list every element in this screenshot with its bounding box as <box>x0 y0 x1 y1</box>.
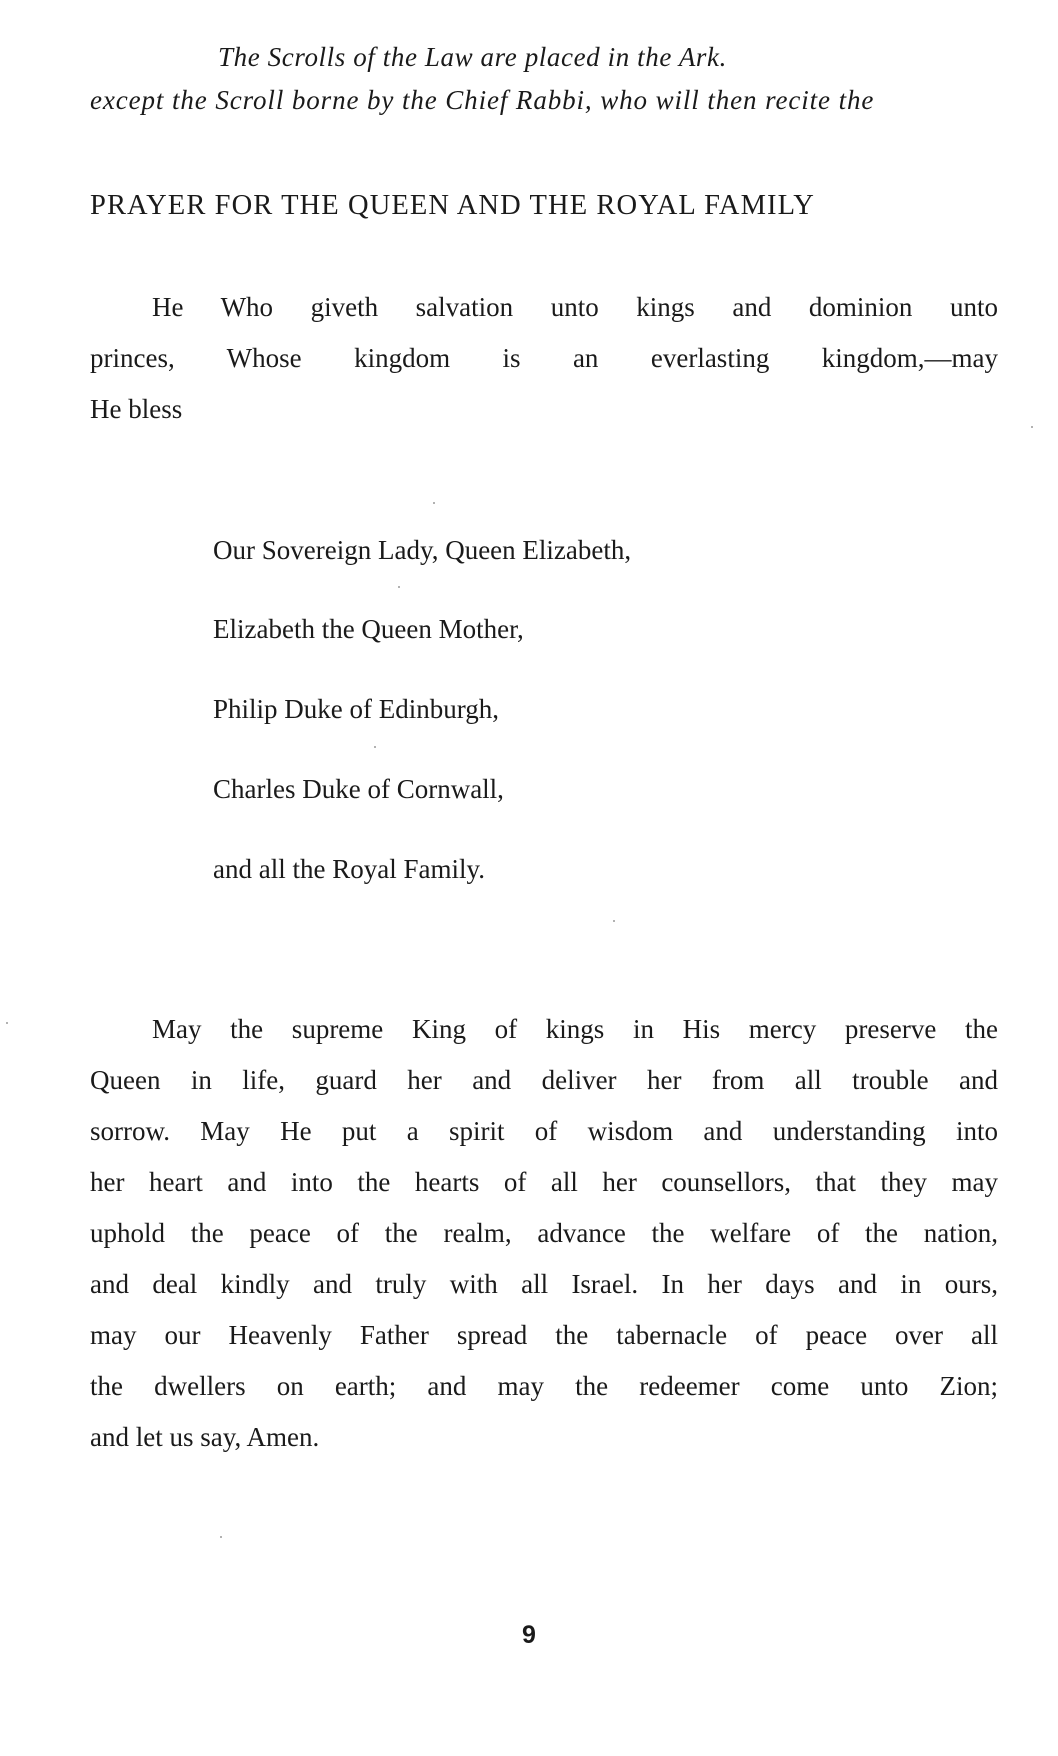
closing-paragraph-line: the dwellers on earth; and may the redeemer come unto Zion; <box>90 1371 998 1401</box>
opening-paragraph-line: He Who giveth salvation unto kings and dominion unto <box>152 292 998 322</box>
closing-paragraph-line: uphold the peace of the realm, advance the welfare of the nation, <box>90 1218 998 1248</box>
royal-family-name: Elizabeth the Queen Mother, <box>213 614 524 644</box>
page-number: 9 <box>522 1621 536 1649</box>
paper-speck <box>433 502 435 504</box>
closing-paragraph-line: and let us say, Amen. <box>90 1422 320 1452</box>
royal-family-name: Charles Duke of Cornwall, <box>213 774 504 804</box>
paper-speck <box>220 1536 222 1538</box>
royal-family-name: Our Sovereign Lady, Queen Elizabeth, <box>213 535 632 565</box>
opening-paragraph-line: princes, Whose kingdom is an everlasting kingdom,—may <box>90 343 998 373</box>
paper-speck <box>374 746 376 748</box>
paper-speck <box>1031 426 1033 428</box>
royal-family-name: and all the Royal Family. <box>213 854 485 884</box>
closing-paragraph-line: her heart and into the hearts of all her counsellors, that they may <box>90 1167 998 1197</box>
closing-paragraph-line: and deal kindly and truly with all Israel. In her days and in ours, <box>90 1269 998 1299</box>
paper-speck <box>6 1022 8 1024</box>
closing-paragraph-line: May the supreme King of kings in His mercy preserve the <box>152 1014 998 1044</box>
opening-paragraph <box>90 282 998 435</box>
royal-family-name: Philip Duke of Edinburgh, <box>213 694 499 724</box>
opening-paragraph-line: He bless <box>90 394 183 424</box>
closing-paragraph-line: sorrow. May He put a spirit of wisdom and understanding into <box>90 1116 998 1146</box>
paper-speck <box>398 586 400 588</box>
rubric-line-1: The Scrolls of the Law are placed in the Ark. <box>218 42 727 72</box>
closing-paragraph-line: Queen in life, guard her and deliver her from all trouble and <box>90 1065 998 1095</box>
closing-paragraph-line: may our Heavenly Father spread the tabernacle of peace over all <box>90 1320 998 1350</box>
prayer-heading: PRAYER FOR THE QUEEN AND THE ROYAL FAMILY <box>90 190 815 221</box>
closing-paragraph <box>90 1004 998 1463</box>
paper-speck <box>613 920 615 922</box>
rubric-line-2: except the Scroll borne by the Chief Rabbi, who will then recite the <box>90 85 875 115</box>
